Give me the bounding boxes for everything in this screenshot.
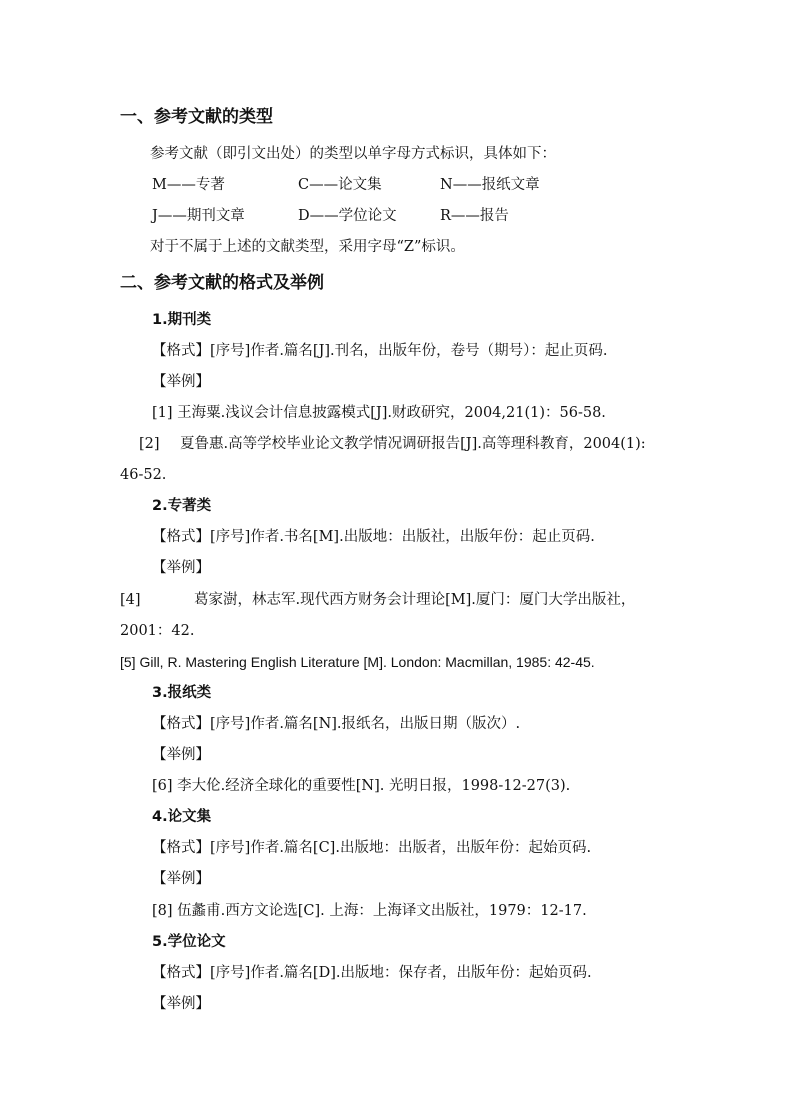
- type-r: R——报告: [440, 208, 509, 224]
- journal-example-1: [1] 王海粟.浅议会计信息披露模式[J].财政研究，2004,21(1)：56-58.: [152, 405, 606, 421]
- journal-example-label: 【举例】: [152, 374, 210, 390]
- type-n: N——报纸文章: [440, 177, 540, 193]
- newspaper-heading: 3.报纸类: [152, 685, 212, 701]
- journal-example-2-continued: 46-52.: [120, 467, 167, 483]
- journal-example-2-text: 夏鲁惠.高等学校毕业论文教学情况调研报告[J].高等理科教育，2004(1):: [180, 436, 646, 452]
- section1-note: 对于不属于上述的文献类型，采用字母“Z”标识。: [150, 239, 465, 255]
- type-c: C——论文集: [298, 177, 382, 193]
- monograph-example-4-number: [4]: [120, 592, 141, 608]
- journal-example-2-number: [2]: [139, 436, 160, 452]
- newspaper-example-6: [6] 李大伦.经济全球化的重要性[N]. 光明日报，1998-12-27(3).: [152, 778, 571, 794]
- type-j: J——期刊文章: [152, 208, 245, 224]
- monograph-example-4-continued: 2001：42.: [120, 623, 195, 639]
- proceedings-example-8: [8] 伍蠡甫.西方文论选[C]. 上海：上海译文出版社，1979：12-17.: [152, 903, 587, 919]
- monograph-example-5: [5] Gill, R. Mastering English Literature [M]. London: Macmillan, 1985: 42-45.: [120, 654, 595, 670]
- newspaper-example-label: 【举例】: [152, 747, 210, 763]
- proceedings-format: 【格式】[序号]作者.篇名[C].出版地：出版者，出版年份：起始页码.: [152, 840, 592, 856]
- type-d: D——学位论文: [298, 208, 397, 224]
- monograph-example-4-text: 葛家澍，林志军.现代西方财务会计理论[M].厦门：厦门大学出版社，: [194, 592, 636, 608]
- monograph-heading: 2.专著类: [152, 498, 212, 514]
- proceedings-example-label: 【举例】: [152, 871, 210, 887]
- section1-intro: 参考文献（即引文出处）的类型以单字母方式标识，具体如下：: [150, 146, 556, 162]
- newspaper-format: 【格式】[序号]作者.篇名[N].报纸名，出版日期（版次）.: [152, 716, 521, 732]
- section1-title: 一、参考文献的类型: [120, 107, 273, 127]
- thesis-heading: 5.学位论文: [152, 934, 226, 950]
- thesis-example-label: 【举例】: [152, 996, 210, 1012]
- type-m: M——专著: [152, 177, 225, 193]
- monograph-format: 【格式】[序号]作者.书名[M].出版地：出版社，出版年份：起止页码.: [152, 529, 595, 545]
- journal-heading: 1.期刊类: [152, 312, 212, 328]
- proceedings-heading: 4.论文集: [152, 809, 212, 825]
- thesis-format: 【格式】[序号]作者.篇名[D].出版地：保存者，出版年份：起始页码.: [152, 965, 592, 981]
- monograph-example-label: 【举例】: [152, 560, 210, 576]
- section2-title: 二、参考文献的格式及举例: [120, 273, 324, 293]
- journal-format: 【格式】[序号]作者.篇名[J].刊名，出版年份，卷号（期号）：起止页码.: [152, 343, 608, 359]
